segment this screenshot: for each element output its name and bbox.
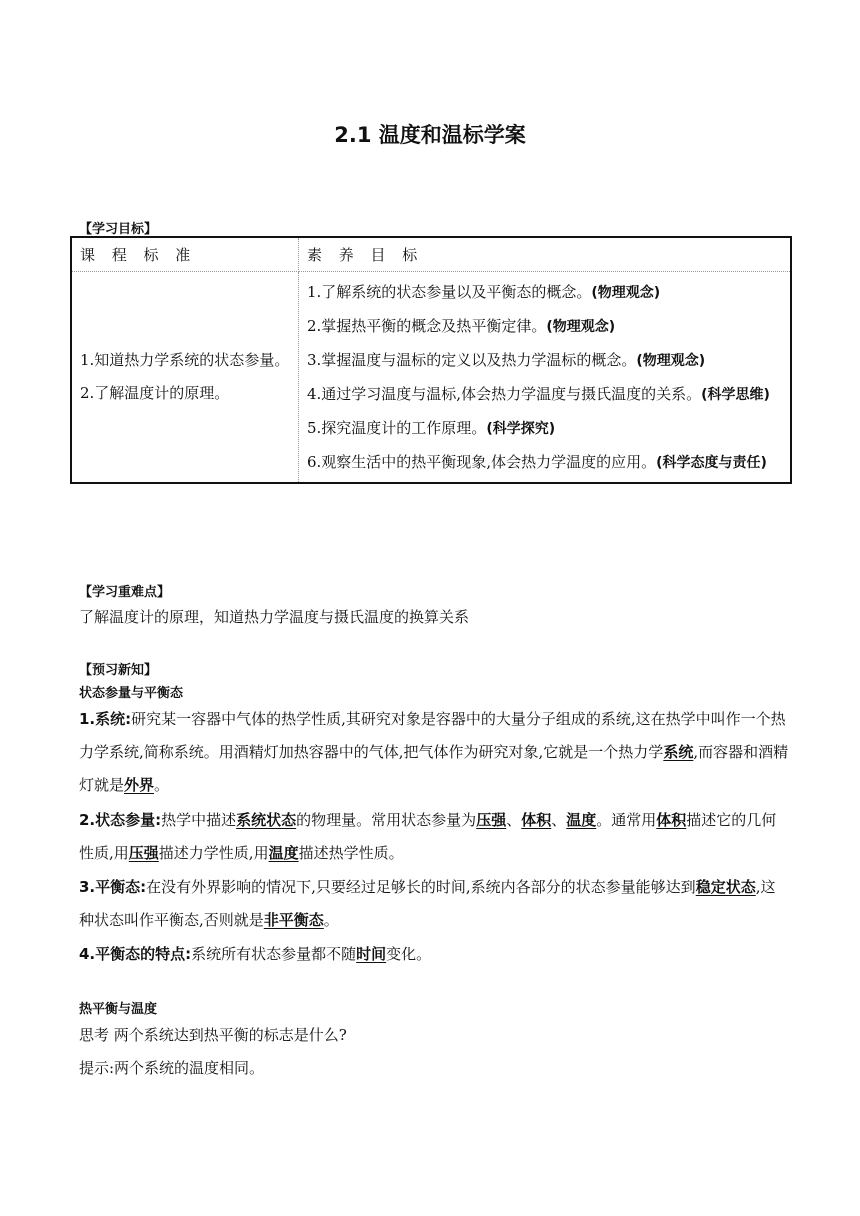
paragraph-state-params: [79, 804, 789, 870]
literacy-text: 4.通过学习温度与温标,体会热力学温度与摄氏温度的关系。: [307, 385, 702, 403]
text-run: 、: [506, 811, 522, 829]
text-run: ,这种状态叫作平衡态,否则就是: [79, 878, 776, 929]
literacy-item: [307, 344, 782, 378]
term-head: 1.系统:: [79, 710, 132, 728]
literacy-text: 1.了解系统的状态参量以及平衡态的概念。: [307, 283, 592, 301]
objectives-label: 【学习目标】: [79, 222, 158, 237]
key-points-label: 【学习重难点】: [79, 585, 171, 600]
keyword: 压强: [128, 844, 159, 862]
text-run: 变化。: [386, 945, 432, 963]
objectives-table: [70, 236, 792, 484]
literacy-item: [307, 378, 782, 412]
keyword: 压强: [476, 811, 507, 829]
keyword: 温度: [566, 811, 597, 829]
literacy-item: [307, 446, 782, 480]
term-head: 4.平衡态的特点:: [79, 945, 192, 963]
think-answer: 提示:两个系统的温度相同。: [79, 1059, 265, 1077]
term-head: 2.状态参量:: [79, 811, 162, 829]
literacy-category: (物理观念): [546, 319, 616, 335]
term-head: 3.平衡态:: [79, 878, 147, 896]
subsection-title: 热平衡与温度: [79, 1002, 158, 1017]
col-literacy-header: 素 养 目 标: [299, 237, 792, 272]
text-run: 的物理量。常用状态参量为: [296, 811, 477, 829]
literacy-category: (科学态度与责任): [656, 455, 767, 471]
keyword: 稳定状态: [695, 878, 756, 896]
keyword: 体积: [521, 811, 552, 829]
key-points-text: 了解温度计的原理，知道热力学温度与摄氏温度的换算关系: [79, 608, 470, 626]
literacy-text: 2.掌握热平衡的概念及热平衡定律。: [307, 317, 547, 335]
curriculum-item: 2.了解温度计的原理。: [80, 384, 230, 402]
text-run: 系统所有状态参量都不随: [191, 945, 357, 963]
think-question: 思考 两个系统达到热平衡的标志是什么?: [79, 1026, 347, 1044]
preview-label: 【预习新知】: [79, 663, 158, 678]
literacy-text: 3.掌握温度与温标的定义以及热力学温标的概念。: [307, 351, 637, 369]
literacy-item: [307, 412, 782, 446]
literacy-category: (科学思维): [701, 387, 770, 403]
literacy-text: 5.探究温度计的工作原理。: [307, 419, 487, 437]
literacy-text: 6.观察生活中的热平衡现象,体会热力学温度的应用。: [307, 453, 657, 471]
text-run: 描述它的几何性质,用: [79, 811, 777, 862]
text-run: 描述热学性质。: [298, 844, 404, 862]
keyword: 系统: [663, 743, 694, 761]
page-title: 2.1 温度和温标学案: [334, 123, 526, 147]
keyword: 温度: [268, 844, 299, 862]
literacy-item: [307, 310, 782, 344]
keyword: 非平衡态: [263, 911, 324, 929]
literacy-category: (科学探究): [486, 421, 556, 437]
col-curriculum-header: 课 程 标 准: [71, 237, 299, 272]
keyword: 系统状态: [236, 811, 297, 829]
literacy-item: [307, 276, 782, 310]
text-run: 。通常用: [596, 811, 657, 829]
text-run: 描述力学性质,用: [158, 844, 269, 862]
text-run: ,而容器和酒精灯就是: [79, 743, 789, 794]
table-row: [71, 272, 791, 484]
literacy-category: (物理观念): [636, 353, 706, 369]
keyword: 体积: [656, 811, 687, 829]
keyword: 外界: [124, 776, 155, 794]
paragraph-equilibrium-features: [79, 938, 789, 971]
literacy-category: (物理观念): [591, 285, 661, 301]
text-run: 研究某一容器中气体的热学性质,其研究对象是容器中的大量分子组成的系统,这在热学中叫作一个热力学系统,简称系统。用酒精灯加热容器中的气体,把气体作为研究对象,它就是一个热力学: [79, 710, 786, 761]
subsection-title: 状态参量与平衡态: [79, 686, 184, 701]
text-run: 。: [323, 911, 339, 929]
text-run: 在没有外界影响的情况下,只要经过足够长的时间,系统内各部分的状态参量能够达到: [146, 878, 696, 896]
keyword: 时间: [356, 945, 387, 963]
curriculum-item: 1.知道热力学系统的状态参量。: [80, 351, 290, 370]
table-header-row: [71, 237, 791, 272]
text-run: 热学中描述: [161, 811, 237, 829]
literacy-cell: [299, 272, 792, 484]
paragraph-equilibrium: [79, 871, 789, 937]
text-run: 、: [551, 811, 567, 829]
text-run: 。: [154, 776, 170, 794]
paragraph-system: [79, 703, 789, 802]
curriculum-cell: [71, 272, 299, 484]
